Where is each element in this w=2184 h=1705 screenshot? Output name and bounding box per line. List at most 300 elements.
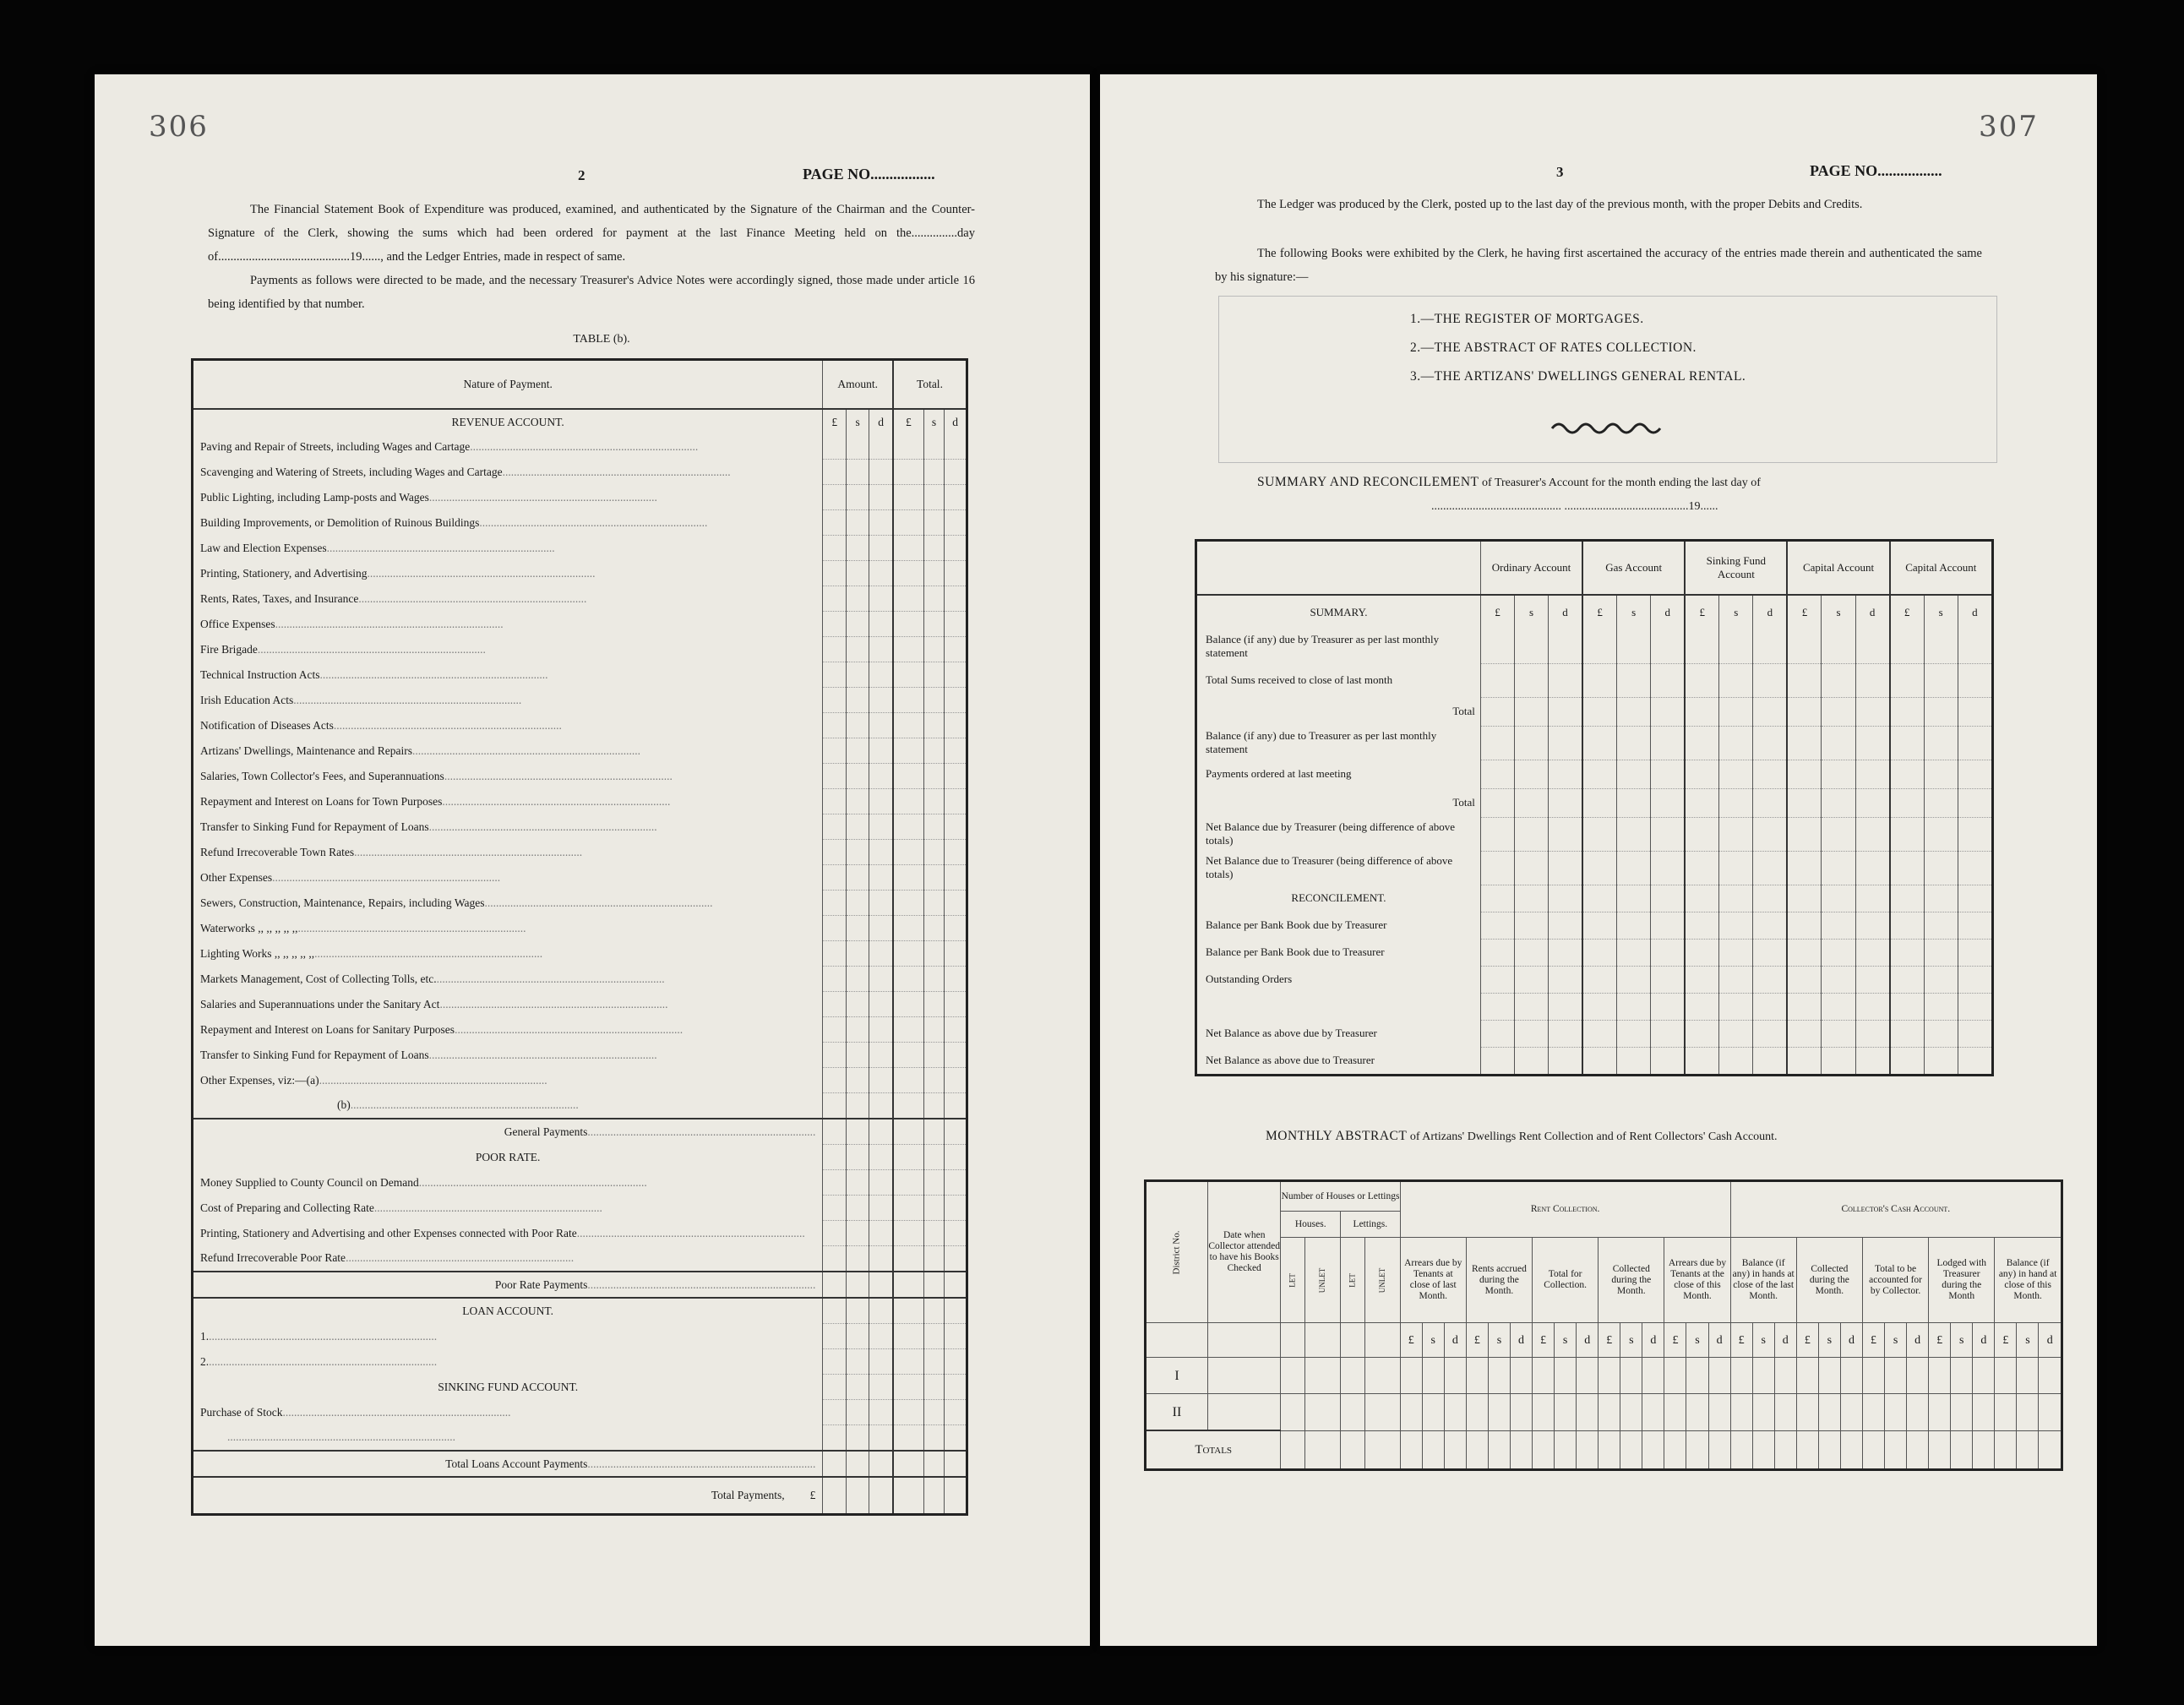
abstract-cell xyxy=(1995,1358,2017,1394)
dot-leader: ................................................................................ xyxy=(346,1251,575,1265)
table-row xyxy=(193,1170,967,1196)
summary-cell xyxy=(1549,939,1583,966)
summary-cell xyxy=(1753,663,1788,697)
amount-cell xyxy=(893,1375,923,1400)
right-page xyxy=(1100,74,2097,1646)
summary-cell: £ xyxy=(1890,595,1925,629)
summary-cell xyxy=(1582,817,1617,851)
summary-cell xyxy=(1890,788,1925,817)
let-text: LET xyxy=(1348,1272,1357,1288)
summary-cell xyxy=(1958,726,1992,760)
amount-cell xyxy=(869,764,893,789)
summary-cell xyxy=(1787,788,1822,817)
amount-cell xyxy=(847,1196,869,1221)
payment-text: Purchase of Stock xyxy=(200,1405,283,1419)
abstract-cell: £ xyxy=(1599,1323,1620,1358)
abstract-cell xyxy=(1840,1358,1862,1394)
abstract-cell xyxy=(1599,1430,1620,1470)
summary-text: Total xyxy=(1452,705,1475,717)
payment-label xyxy=(193,1400,823,1425)
payment-text: Other Expenses, viz:—(a) xyxy=(200,1073,319,1087)
amount-cell xyxy=(823,941,847,967)
summary-cell xyxy=(1958,663,1992,697)
summary-cell xyxy=(1822,663,1855,697)
rent-column-header: Rents accrued during the Month. xyxy=(1466,1238,1532,1323)
abstract-cell: £ xyxy=(1664,1323,1686,1358)
dot-leader: ................................................................................ xyxy=(587,1277,816,1291)
payment-label xyxy=(193,637,823,662)
amount-cell xyxy=(945,1298,967,1324)
summary-label xyxy=(1196,663,1481,697)
summary-cell xyxy=(1480,817,1514,851)
summary-cell xyxy=(1822,993,1855,1020)
amount-cell xyxy=(847,460,869,485)
summary-cell xyxy=(1617,817,1651,851)
summary-cell xyxy=(1822,1047,1855,1076)
summary-text: Payments ordered at last meeting xyxy=(1206,767,1352,780)
abstract-cell xyxy=(1774,1358,1796,1394)
amount-cell xyxy=(893,1221,923,1246)
summary-cell xyxy=(1685,663,1719,697)
summary-cell xyxy=(1753,760,1788,788)
amount-cell xyxy=(869,1119,893,1145)
dot-leader: ................................................................................ xyxy=(576,1226,805,1239)
summary-cell xyxy=(1958,1047,1992,1076)
summary-cell xyxy=(1514,1047,1548,1076)
payment-label xyxy=(193,1068,823,1093)
amount-cell xyxy=(847,1119,869,1145)
summary-cell xyxy=(1514,817,1548,851)
summary-row xyxy=(1196,993,1993,1020)
amount-cell xyxy=(893,967,923,992)
abstract-cell: d xyxy=(1907,1323,1929,1358)
amount-cell xyxy=(869,1246,893,1272)
amount-cell xyxy=(923,662,945,688)
summary-row xyxy=(1196,1047,1993,1076)
amount-cell xyxy=(847,1477,869,1514)
amount-cell xyxy=(945,916,967,941)
abstract-cell xyxy=(1620,1358,1642,1394)
amount-cell xyxy=(847,1272,869,1298)
payment-label xyxy=(193,891,823,916)
summary-cell xyxy=(1924,851,1958,885)
dot-leader: ................................................................................ xyxy=(470,439,699,453)
summary-cell xyxy=(1890,912,1925,939)
abstract-cell xyxy=(1510,1394,1532,1431)
summary-row xyxy=(1196,629,1993,663)
summary-cell xyxy=(1855,1047,1890,1076)
payment-label xyxy=(193,612,823,637)
payments-table xyxy=(191,358,968,1516)
summary-cell xyxy=(1753,1047,1788,1076)
abstract-cell xyxy=(1400,1358,1422,1394)
summary-cell xyxy=(1719,912,1753,939)
payment-text: Other Expenses xyxy=(200,870,273,884)
amount-cell xyxy=(823,764,847,789)
amount-cell xyxy=(893,1043,923,1068)
amount-cell xyxy=(923,561,945,586)
payment-label xyxy=(193,764,823,789)
summary-cell xyxy=(1617,788,1651,817)
summary-cell xyxy=(1719,817,1753,851)
summary-cell xyxy=(1549,1047,1583,1076)
amount-cell xyxy=(923,916,945,941)
abstract-cell xyxy=(1664,1394,1686,1431)
abstract-cell xyxy=(1973,1430,1995,1470)
table-row xyxy=(193,1400,967,1425)
abstract-cell xyxy=(1686,1358,1708,1394)
amount-cell xyxy=(823,561,847,586)
payment-text: Printing, Stationery and Advertising and other Expenses connected with Poor Rate xyxy=(200,1226,577,1239)
amount-cell xyxy=(869,967,893,992)
district-header xyxy=(1146,1181,1208,1323)
payment-text: LOAN ACCOUNT. xyxy=(462,1304,554,1317)
summary-cell xyxy=(1480,912,1514,939)
summary-cell xyxy=(1480,966,1514,993)
amount-cell xyxy=(823,840,847,865)
table-row xyxy=(193,941,967,967)
summary-cell xyxy=(1890,939,1925,966)
rent-column-header: Collected during the Month. xyxy=(1599,1238,1664,1323)
amount-cell xyxy=(945,891,967,916)
summary-cell xyxy=(1617,851,1651,885)
summary-cell xyxy=(1651,697,1686,726)
abstract-cell xyxy=(1929,1430,1951,1470)
amount-cell xyxy=(923,865,945,891)
summary-cell xyxy=(1685,912,1719,939)
summary-cell xyxy=(1719,663,1753,697)
dot-leader: ................................................................................ xyxy=(297,921,526,934)
payment-label xyxy=(193,434,823,460)
abstract-cell xyxy=(2017,1358,2039,1394)
amount-cell xyxy=(847,967,869,992)
dot-leader: ................................................................................ xyxy=(275,617,504,630)
unlet-text: UNLET xyxy=(1377,1267,1386,1293)
summary-text: Balance per Bank Book due to Treasurer xyxy=(1206,945,1385,958)
amount-cell xyxy=(847,1349,869,1375)
abstract-header xyxy=(1146,1181,2062,1212)
summary-row xyxy=(1196,966,1993,993)
totals-row xyxy=(1146,1430,2062,1470)
summary-row xyxy=(1196,726,1993,760)
summary-cell xyxy=(1753,851,1788,885)
houses-group-header: Number of Houses or Lettings xyxy=(1281,1181,1400,1212)
amount-cell xyxy=(945,1221,967,1246)
table-row xyxy=(193,485,967,510)
amount-cell xyxy=(847,941,869,967)
abstract-cell xyxy=(1708,1358,1730,1394)
summary-cell xyxy=(1924,726,1958,760)
table-row xyxy=(193,764,967,789)
summary-text: Outstanding Orders xyxy=(1206,972,1293,985)
summary-cell xyxy=(1855,966,1890,993)
unlet-text: UNLET xyxy=(1318,1267,1327,1293)
summary-cell xyxy=(1855,788,1890,817)
summary-cell xyxy=(1582,912,1617,939)
summary-row xyxy=(1196,697,1993,726)
rent-column-header: Arrears due by Tenants at close of last Month. xyxy=(1400,1238,1466,1323)
table-row xyxy=(193,1043,967,1068)
amount-cell xyxy=(869,662,893,688)
summary-cell xyxy=(1617,760,1651,788)
amount-cell xyxy=(945,1119,967,1145)
amount-cell xyxy=(923,814,945,840)
payment-label xyxy=(193,460,823,485)
subtotal-label xyxy=(193,1119,823,1145)
summary-cell xyxy=(1480,851,1514,885)
abstract-cell xyxy=(1752,1430,1774,1470)
amount-cell xyxy=(869,789,893,814)
abstract-cell xyxy=(1664,1358,1686,1394)
account-column-header: Ordinary Account xyxy=(1480,541,1582,596)
summary-cell xyxy=(1582,1020,1617,1047)
summary-cell xyxy=(1617,629,1651,663)
amount-cell xyxy=(945,738,967,764)
summary-cell xyxy=(1549,788,1583,817)
abstract-cell xyxy=(1885,1358,1907,1394)
payment-text: Public Lighting, including Lamp-posts and Wages xyxy=(200,490,429,504)
abstract-cell: s xyxy=(1752,1323,1774,1358)
abstract-cell xyxy=(1929,1394,1951,1431)
amount-cell xyxy=(923,1246,945,1272)
summary-cell xyxy=(1685,885,1719,912)
summary-cell xyxy=(1753,788,1788,817)
summary-cell: d xyxy=(1753,595,1788,629)
abstract-cell: £ xyxy=(1995,1323,2017,1358)
abstract-cell: d xyxy=(1577,1323,1599,1358)
abstract-cell xyxy=(1885,1394,1907,1431)
abstract-cell xyxy=(1555,1394,1577,1431)
payment-text: General Payments xyxy=(504,1125,588,1138)
summary-cell xyxy=(1890,993,1925,1020)
abstract-cell xyxy=(1951,1358,1973,1394)
amount-cell xyxy=(945,1451,967,1477)
amount-cell xyxy=(893,586,923,612)
amount-cell xyxy=(823,992,847,1017)
summary-text: RECONCILEMENT. xyxy=(1291,891,1386,904)
amount-cell xyxy=(923,485,945,510)
payment-label xyxy=(193,865,823,891)
summary-cell xyxy=(1855,697,1890,726)
summary-cell xyxy=(1890,760,1925,788)
amount-cell xyxy=(847,612,869,637)
summary-cell xyxy=(1753,993,1788,1020)
summary-cell: s xyxy=(1822,595,1855,629)
summary-cell xyxy=(1685,788,1719,817)
summary-header xyxy=(1196,541,1993,596)
summary-cell xyxy=(1958,993,1992,1020)
abstract-cell xyxy=(1907,1430,1929,1470)
abstract-cell: d xyxy=(1642,1323,1664,1358)
amount-cell xyxy=(823,485,847,510)
abstract-cell xyxy=(1818,1358,1840,1394)
payment-label xyxy=(193,510,823,536)
dot-leader: ................................................................................ xyxy=(502,465,731,478)
abstract-cell: d xyxy=(1973,1323,1995,1358)
abstract-cell xyxy=(1444,1430,1466,1470)
abstract-cell xyxy=(2039,1430,2062,1470)
amount-cell xyxy=(923,789,945,814)
amount-cell xyxy=(869,1068,893,1093)
summary-cell xyxy=(1549,885,1583,912)
amount-cell xyxy=(823,1170,847,1196)
summary-cell xyxy=(1753,912,1788,939)
amount-cell xyxy=(923,967,945,992)
summary-cell xyxy=(1582,1047,1617,1076)
summary-cell xyxy=(1685,817,1719,851)
amount-cell xyxy=(823,1246,847,1272)
abstract-cell xyxy=(1533,1394,1555,1431)
amount-cell xyxy=(869,1093,893,1119)
table-row xyxy=(193,1196,967,1221)
amount-cell xyxy=(847,1246,869,1272)
summary-cell xyxy=(1719,1047,1753,1076)
abstract-cell xyxy=(1885,1430,1907,1470)
amount-cell xyxy=(923,1477,945,1514)
table-row xyxy=(193,460,967,485)
section-heading xyxy=(1196,885,1481,912)
amount-cell xyxy=(847,586,869,612)
amount-cell xyxy=(823,1017,847,1043)
abstract-cell xyxy=(1364,1394,1400,1431)
column-header: Total. xyxy=(893,360,967,410)
amount-cell xyxy=(945,789,967,814)
summary-cell xyxy=(1651,663,1686,697)
abstract-cell: s xyxy=(1620,1323,1642,1358)
amount-cell xyxy=(893,1324,923,1349)
abstract-cell xyxy=(1620,1430,1642,1470)
table-row xyxy=(193,840,967,865)
summary-cell xyxy=(1685,760,1719,788)
abstract-cell xyxy=(1364,1430,1400,1470)
amount-cell xyxy=(893,1400,923,1425)
amount-cell xyxy=(893,941,923,967)
summary-row xyxy=(1196,663,1993,697)
abstract-cell xyxy=(1281,1430,1305,1470)
payment-text: Building Improvements, or Demolition of Ruinous Buildings xyxy=(200,515,480,529)
summary-row xyxy=(1196,595,1993,629)
abstract-cell xyxy=(1341,1358,1365,1394)
amount-cell xyxy=(847,789,869,814)
payment-label xyxy=(193,814,823,840)
abstract-cell xyxy=(1281,1394,1305,1431)
abstract-cell xyxy=(1577,1430,1599,1470)
summary-cell: s xyxy=(1617,595,1651,629)
summary-cell xyxy=(1753,939,1788,966)
dot-leader: ................................................................................ xyxy=(442,794,671,808)
amount-cell xyxy=(847,814,869,840)
payment-text: Paving and Repair of Streets, including Wages and Cartage xyxy=(200,439,471,453)
amount-cell xyxy=(923,738,945,764)
amount-cell xyxy=(869,941,893,967)
amount-cell xyxy=(847,536,869,561)
payment-label xyxy=(193,713,823,738)
amount-cell xyxy=(893,1017,923,1043)
amount-cell xyxy=(869,891,893,916)
abstract-cell: s xyxy=(1818,1323,1840,1358)
amount-cell xyxy=(893,460,923,485)
abstract-cell: s xyxy=(1488,1323,1510,1358)
amount-cell xyxy=(923,637,945,662)
amount-cell xyxy=(823,1451,847,1477)
table-row xyxy=(193,814,967,840)
amount-cell xyxy=(823,1093,847,1119)
summary-cell xyxy=(1787,726,1822,760)
summary-cell xyxy=(1549,817,1583,851)
payment-text: Notification of Diseases Acts xyxy=(200,718,334,732)
amount-cell xyxy=(893,1119,923,1145)
summary-cell xyxy=(1787,760,1822,788)
summary-cell xyxy=(1617,1020,1651,1047)
amount-cell xyxy=(823,586,847,612)
amount-cell xyxy=(823,789,847,814)
abstract-cell xyxy=(1466,1430,1488,1470)
table-row xyxy=(193,1246,967,1272)
summary-cell xyxy=(1890,817,1925,851)
amount-cell xyxy=(869,840,893,865)
amount-cell xyxy=(923,1349,945,1375)
summary-cell xyxy=(1924,760,1958,788)
amount-cell xyxy=(869,688,893,713)
payment-text: SINKING FUND ACCOUNT. xyxy=(438,1380,579,1393)
amount-cell xyxy=(945,1196,967,1221)
summary-cell xyxy=(1549,851,1583,885)
amount-cell xyxy=(923,1272,945,1298)
amount-cell xyxy=(869,713,893,738)
summary-cell xyxy=(1480,885,1514,912)
summary-cell xyxy=(1924,788,1958,817)
let-text: LET xyxy=(1288,1272,1297,1288)
summary-cell xyxy=(1514,788,1548,817)
amount-cell xyxy=(869,561,893,586)
summary-label xyxy=(1196,1047,1481,1076)
amount-cell xyxy=(869,434,893,460)
summary-cell xyxy=(1890,1020,1925,1047)
amount-cell xyxy=(945,967,967,992)
amount-cell xyxy=(869,1425,893,1452)
amount-cell xyxy=(893,764,923,789)
payment-text: Transfer to Sinking Fund for Repayment of Loans xyxy=(200,820,429,833)
amount-cell xyxy=(869,1298,893,1324)
amount-cell xyxy=(945,536,967,561)
dot-leader: ................................................................................ xyxy=(314,946,543,960)
amount-cell: d xyxy=(945,409,967,434)
summary-cell xyxy=(1549,993,1583,1020)
cash-group-header: Collector's Cash Account. xyxy=(1730,1181,2061,1238)
amount-cell xyxy=(869,992,893,1017)
summary-row xyxy=(1196,851,1993,885)
dot-leader: ................................................................................ xyxy=(444,769,673,782)
summary-cell xyxy=(1719,629,1753,663)
abstract-cell xyxy=(1796,1358,1818,1394)
amount-cell xyxy=(893,1272,923,1298)
amount-cell xyxy=(869,1324,893,1349)
amount-cell xyxy=(823,713,847,738)
amount-cell xyxy=(869,916,893,941)
payment-text: 1. xyxy=(200,1329,210,1343)
table-row xyxy=(193,891,967,916)
amount-cell xyxy=(893,1349,923,1375)
amount-cell xyxy=(923,1451,945,1477)
amount-cell xyxy=(823,434,847,460)
amount-cell: s xyxy=(923,409,945,434)
summary-cell xyxy=(1582,993,1617,1020)
amount-cell xyxy=(945,586,967,612)
abstract-cell xyxy=(1422,1358,1444,1394)
payment-text: Printing, Stationery, and Advertising xyxy=(200,566,368,580)
amount-cell xyxy=(847,1425,869,1452)
amount-cell xyxy=(893,688,923,713)
